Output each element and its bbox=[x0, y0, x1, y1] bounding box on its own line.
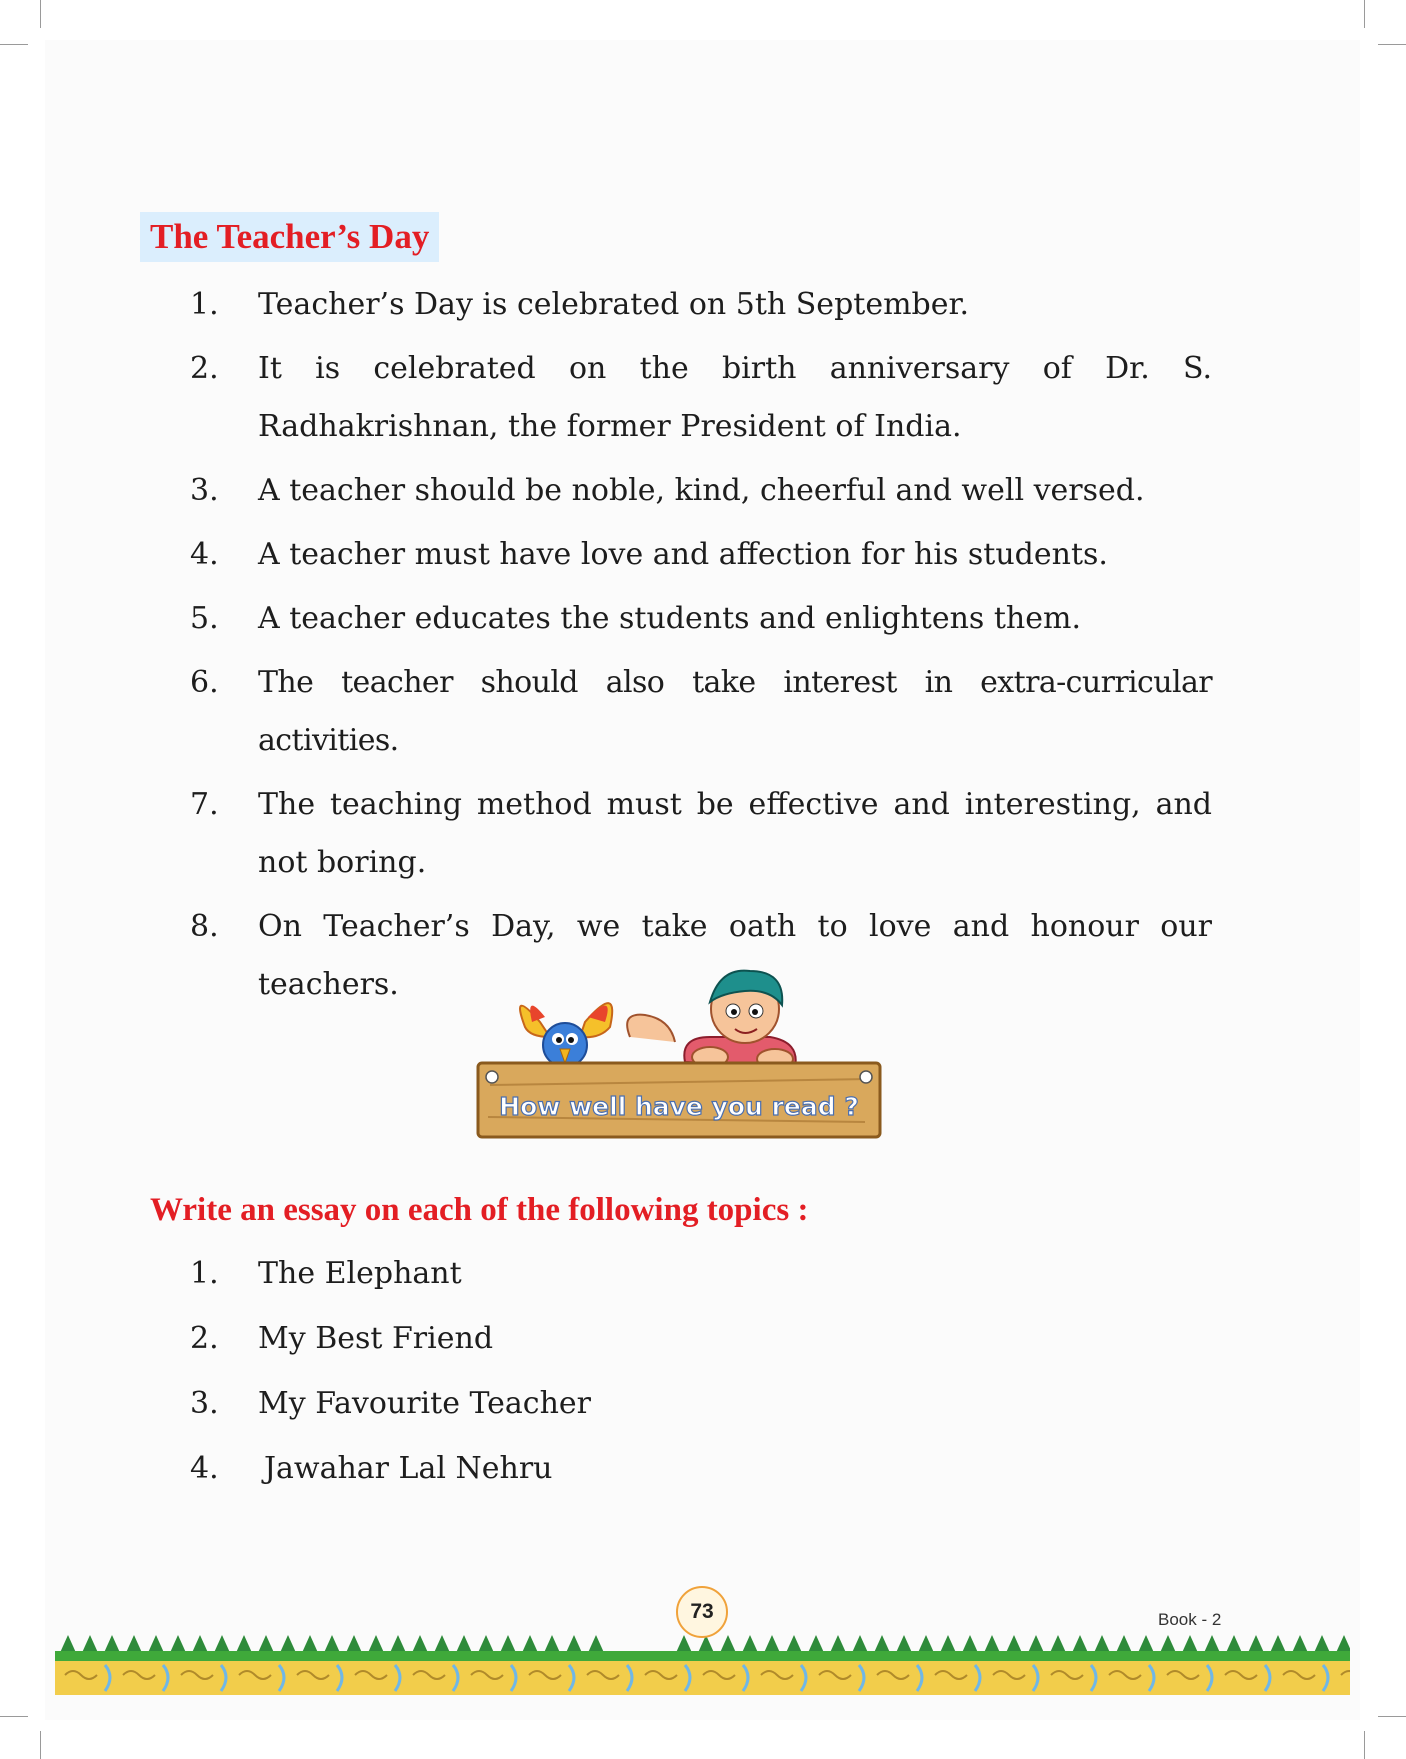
crop-mark bbox=[0, 1716, 28, 1717]
teachers-day-points bbox=[190, 276, 1212, 1020]
item-text: A teacher should be noble, kind, cheerful and well versed. bbox=[258, 473, 1145, 508]
crop-mark bbox=[40, 1731, 41, 1759]
item-number: 8. bbox=[190, 909, 219, 944]
crop-mark bbox=[1378, 1716, 1406, 1717]
page-number: 73 bbox=[676, 1586, 728, 1638]
item-number: 4. bbox=[190, 537, 219, 572]
item-text: It is celebrated on the birth anniversary of Dr. S. Radhakrishnan, the former President of India. bbox=[258, 351, 1212, 444]
item-number: 6. bbox=[190, 665, 219, 700]
list-item bbox=[190, 526, 1212, 584]
sand-strip bbox=[55, 1661, 1350, 1695]
book-label: Book - 2 bbox=[1158, 1610, 1222, 1629]
section-title: The Teacher’s Day bbox=[140, 212, 439, 262]
item-number: 3. bbox=[190, 473, 219, 508]
list-item bbox=[190, 1310, 1212, 1368]
list-item bbox=[190, 776, 1212, 892]
item-text: Jawahar Lal Nehru bbox=[264, 1451, 553, 1486]
crop-mark bbox=[1364, 0, 1365, 28]
item-number: 1. bbox=[190, 1256, 219, 1291]
crop-mark bbox=[40, 0, 41, 28]
reading-banner-illustration bbox=[470, 967, 890, 1142]
list-item bbox=[190, 1440, 1212, 1498]
item-number: 3. bbox=[190, 1386, 219, 1421]
item-number: 5. bbox=[190, 601, 219, 636]
list-item bbox=[190, 1375, 1212, 1433]
item-text: The teaching method must be effective and interesting, and not boring. bbox=[258, 787, 1212, 880]
banner-text: How well have you read ? bbox=[499, 1092, 859, 1121]
grass-strip bbox=[55, 1651, 1350, 1661]
bird-illustration bbox=[520, 1003, 612, 1067]
item-text: The teacher should also take interest in extra-curricular activities. bbox=[258, 665, 1212, 758]
essay-heading: Write an essay on each of the following topics : bbox=[150, 1192, 809, 1228]
item-text: My Best Friend bbox=[258, 1321, 494, 1356]
item-number: 4. bbox=[190, 1451, 219, 1486]
wooden-board bbox=[478, 1063, 880, 1137]
crop-mark bbox=[0, 44, 28, 45]
list-item bbox=[190, 276, 1212, 334]
list-item bbox=[190, 462, 1212, 520]
crop-mark bbox=[1364, 1731, 1365, 1759]
item-number: 2. bbox=[190, 1321, 219, 1356]
list-item bbox=[190, 340, 1212, 456]
item-text: A teacher must have love and affection for his students. bbox=[258, 537, 1108, 572]
crop-mark bbox=[1378, 44, 1406, 45]
list-item bbox=[190, 654, 1212, 770]
item-text: On Teacher’s Day, we take oath to love and honour our teachers. bbox=[258, 909, 1212, 1002]
list-item bbox=[190, 590, 1212, 648]
boy-illustration bbox=[627, 971, 796, 1069]
item-text: Teacher’s Day is celebrated on 5th September. bbox=[258, 287, 970, 322]
essay-topics bbox=[190, 1245, 1212, 1505]
item-number: 7. bbox=[190, 787, 219, 822]
item-number: 2. bbox=[190, 351, 219, 386]
item-text: The Elephant bbox=[258, 1256, 462, 1291]
item-text: A teacher educates the students and enlightens them. bbox=[258, 601, 1081, 636]
item-number: 1. bbox=[190, 287, 219, 322]
list-item bbox=[190, 1245, 1212, 1303]
item-text: My Favourite Teacher bbox=[258, 1386, 592, 1421]
